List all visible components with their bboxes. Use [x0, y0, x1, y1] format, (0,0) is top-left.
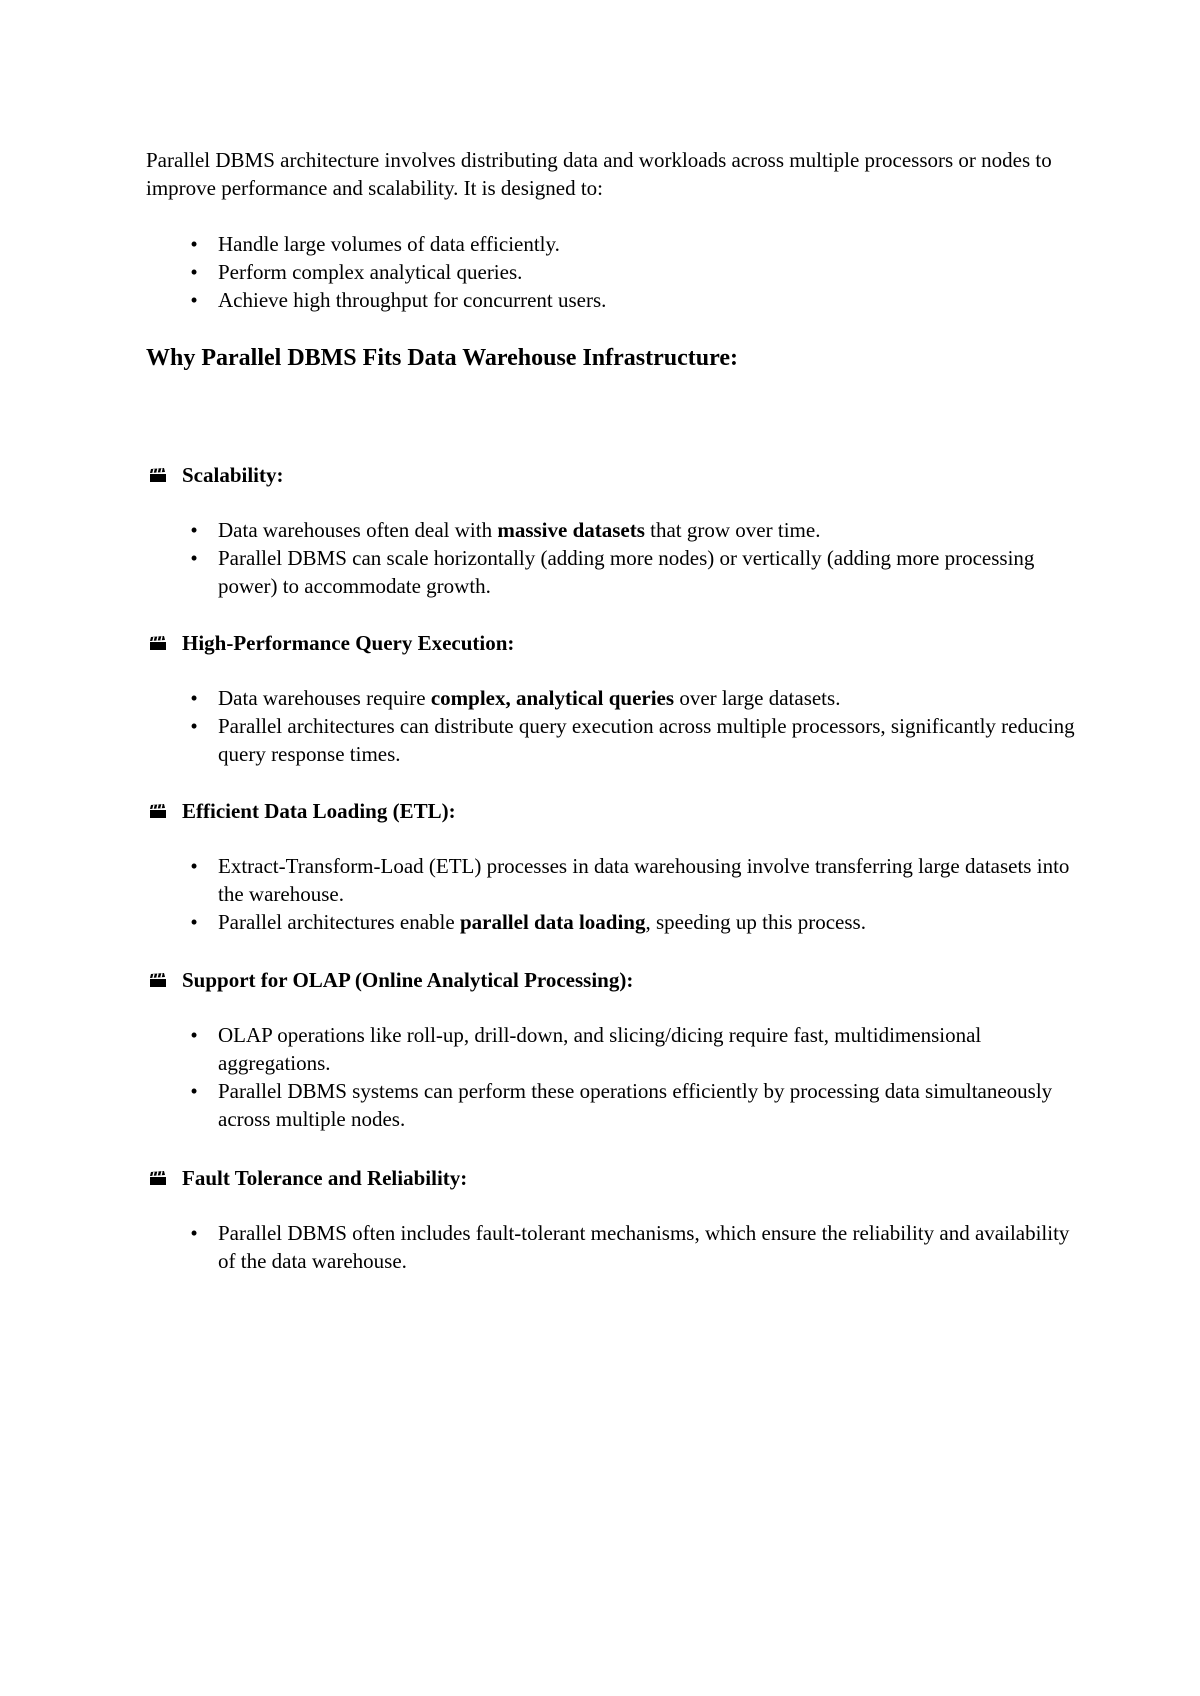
bullet-list-fault-tolerance [146, 1219, 1076, 1275]
bullet-icon: • [190, 260, 198, 284]
list-item: • Parallel DBMS can scale horizontally (adding more nodes) or vertically (adding more processing power) to accommodate growth. [146, 544, 1076, 600]
list-item: • Parallel DBMS systems can perform these operations efficiently by processing data simultaneously across multiple nodes. [146, 1077, 1076, 1133]
section-heading: Why Parallel DBMS Fits Data Warehouse Infrastructure: [146, 345, 738, 371]
list-item: • Data warehouses require complex, analytical queries over large datasets. [146, 684, 1076, 712]
bullet-icon: • [190, 232, 198, 256]
bullet-list-query-execution [146, 684, 1076, 768]
list-item: • Achieve high throughput for concurrent users. [146, 286, 1076, 314]
clapperboard-icon [149, 636, 167, 650]
bullet-icon: • [190, 288, 198, 312]
clapperboard-icon [149, 804, 167, 818]
bullet-list-olap [146, 1021, 1076, 1133]
bullet-list-etl [146, 852, 1076, 936]
list-item: • Parallel DBMS often includes fault-tolerant mechanisms, which ensure the reliability and availability of the data warehouse. [146, 1219, 1076, 1275]
bullet-icon: • [190, 518, 198, 542]
list-item: • Handle large volumes of data efficiently. [146, 230, 1076, 258]
bullet-icon: • [190, 1221, 198, 1245]
intro-bullet-list [146, 230, 1076, 314]
list-item: • Extract-Transform-Load (ETL) processes in data warehousing involve transferring large datasets into the warehouse. [146, 852, 1076, 908]
bullet-list-scalability [146, 516, 1076, 600]
list-item: • Parallel architectures can distribute query execution across multiple processors, significantly reducing query response times. [146, 712, 1076, 768]
bullet-icon: • [190, 546, 198, 570]
document-page: Parallel DBMS architecture involves distributing data and workloads across multiple processors or nodes to improve performance and scalability. It is designed to: • Handle large volumes of data efficiently. • Perform complex analytical queries. • Achieve high throughput for concurrent users. Why Parallel DBMS Fits Data Warehouse Infrastructure: Scalability: • Data warehouses often deal with massive datasets that grow over time. • Parallel DBMS can scale horizontally (adding more nodes) or vertically (adding more processing power) to accommodate growth. High-Performance Query Execution: • Data warehouses require complex, analytical queries over large datasets. • Parallel architectures can distribute query execution across multiple processors, significantly reducing query response times. Efficient Data Loading (ETL): • Extract-Transform-Load (ETL) processes in data warehousing involve transferring large datasets into the warehouse. • Parallel architectures enable parallel data loading, speeding up this process. Support for OLAP (Online Analytical Processing): • OLAP operations like roll-up, drill-down, and slicing/dicing require fast, multidimensional aggregations. • Parallel DBMS systems can perform these operations efficiently by processing data simultaneously across multiple nodes. Fault Tolerance and Reliability: • Parallel DBMS often includes fault-tolerant mechanisms, which ensure the reliability and availability of the data warehouse. [0, 0, 1200, 1696]
list-item: • Parallel architectures enable parallel data loading, speeding up this process. [146, 908, 1076, 936]
bullet-icon: • [190, 1023, 198, 1047]
list-item: • OLAP operations like roll-up, drill-down, and slicing/dicing require fast, multidimensional aggregations. [146, 1021, 1076, 1077]
bullet-icon: • [190, 686, 198, 710]
intro-paragraph: Parallel DBMS architecture involves distributing data and workloads across multiple processors or nodes to improve performance and scalability. It is designed to: [146, 148, 1052, 200]
bullet-icon: • [190, 1079, 198, 1103]
list-item: • Data warehouses often deal with massive datasets that grow over time. [146, 516, 1076, 544]
bullet-icon: • [190, 854, 198, 878]
list-item: • Perform complex analytical queries. [146, 258, 1076, 286]
clapperboard-icon [149, 973, 167, 987]
clapperboard-icon [149, 468, 167, 482]
clapperboard-icon [149, 1171, 167, 1185]
bullet-icon: • [190, 714, 198, 738]
bullet-icon: • [190, 910, 198, 934]
